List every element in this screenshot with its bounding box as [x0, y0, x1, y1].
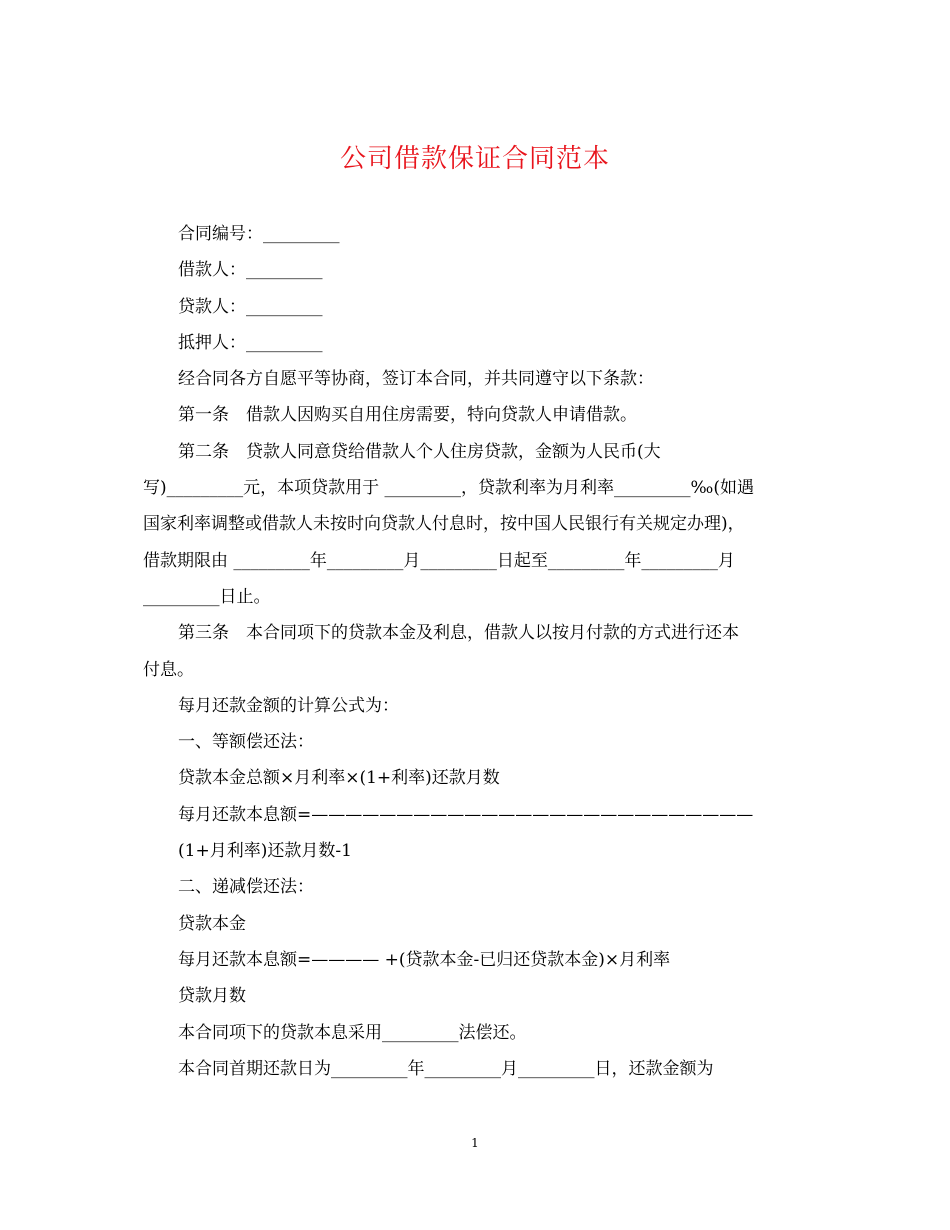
- text-line: 本合同首期还款日为_________年_________月_________日，还款金额为: [178, 1058, 714, 1079]
- text-line: 经合同各方自愿平等协商，签订本合同，并共同遵守以下条款：: [178, 369, 654, 390]
- text-line: 贷款本金: [178, 913, 246, 934]
- text-line: 贷款本金总额×月利率×(1+利率)还款月数: [178, 768, 500, 789]
- text-line: _________日止。: [143, 586, 271, 607]
- text-line: 贷款月数: [178, 986, 246, 1007]
- text-line: 每月还款本息额=——————————————————————————: [178, 804, 754, 825]
- text-line: 贷款人：_________: [178, 296, 323, 317]
- text-line: 借款期限由 _________年_________月_________日起至_________年_________月: [143, 550, 735, 571]
- document-title: 公司借款保证合同范本: [339, 144, 610, 174]
- text-line: (1+月利率)还款月数-1: [178, 841, 352, 862]
- text-line: 付息。: [143, 659, 194, 680]
- page-number: 1: [471, 1136, 479, 1150]
- text-line: 本合同项下的贷款本息采用_________法偿还。: [178, 1022, 527, 1043]
- document-body: [143, 216, 803, 1087]
- text-line: 二、递减偿还法：: [178, 877, 314, 898]
- text-line: 第一条 借款人因购买自用住房需要，特向贷款人申请借款。: [178, 405, 637, 426]
- text-line: 每月还款本息额=———— +(贷款本金-已归还贷款本金)×月利率: [178, 949, 671, 970]
- text-line: 每月还款金额的计算公式为：: [178, 695, 399, 716]
- text-line: 抵押人：_________: [178, 332, 323, 353]
- text-line: 写)_________元，本项贷款用于 _________，贷款利率为月利率_________‰(如遇: [143, 478, 754, 499]
- text-line: 国家利率调整或借款人未按时向贷款人付息时，按中国人民银行有关规定办理)，: [143, 514, 745, 535]
- text-line: 第二条 贷款人同意贷给借款人个人住房贷款，金额为人民币(大: [178, 441, 661, 462]
- text-line: 一、等额偿还法：: [178, 732, 314, 753]
- text-line: 第三条 本合同项下的贷款本金及利息，借款人以按月付款的方式进行还本: [178, 623, 739, 644]
- text-line: 借款人：_________: [178, 260, 323, 281]
- text-line: 合同编号：_________: [178, 224, 340, 244]
